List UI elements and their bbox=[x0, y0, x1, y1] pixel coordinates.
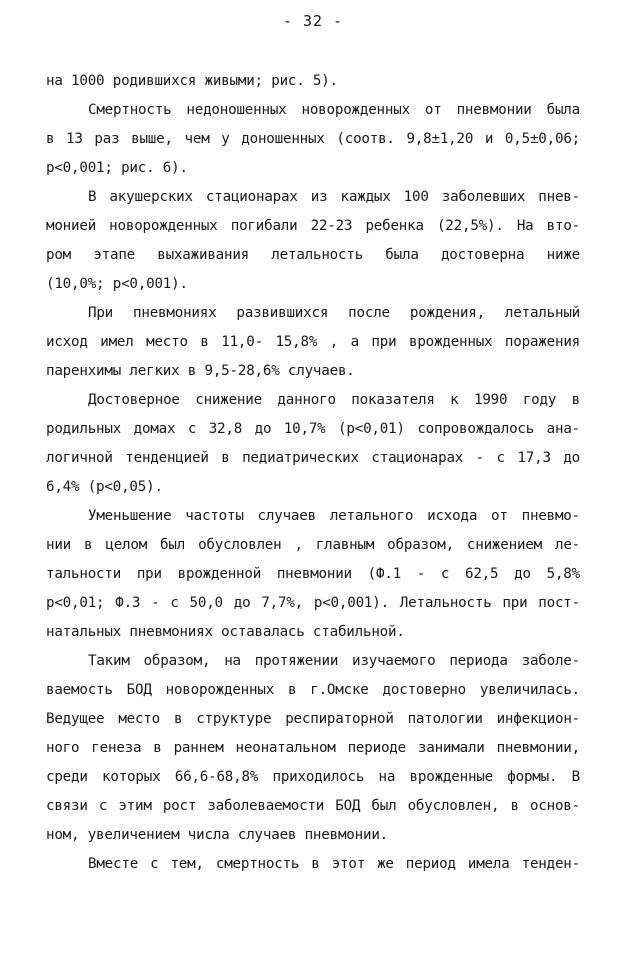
text-line: (10,0%; р<0,001). bbox=[46, 276, 188, 292]
text-line: исход имел место в 11,0- 15,8% , а при врожденных поражения bbox=[46, 334, 580, 350]
text-line: тальности при врожденной пневмонии (Ф.1 - с 62,5 до 5,8% bbox=[46, 566, 580, 582]
text-line: ного генеза в раннем неонатальном периоде занимали пневмонии, bbox=[46, 740, 580, 756]
text-line: При пневмониях развившихся после рождения, летальный bbox=[88, 305, 580, 321]
text-line: В акушерских стационарах из каждых 100 заболевших пнев- bbox=[88, 189, 580, 205]
text-line: натальных пневмониях оставалась стабильной. bbox=[46, 624, 405, 640]
text-line: р<0,01; Ф.3 - с 50,0 до 7,7%, р<0,001). Летальность при пост- bbox=[46, 595, 580, 611]
text-line: родильных домах с 32,8 до 10,7% (р<0,01) сопровождалось ана- bbox=[46, 421, 580, 437]
text-line: паренхимы легких в 9,5-28,6% случаев. bbox=[46, 363, 355, 379]
text-line: на 1000 родившихся живыми; рис. 5). bbox=[46, 73, 338, 89]
page-number: - 32 - bbox=[282, 12, 344, 30]
text-line: Смертность недоношенных новорожденных от пневмонии была bbox=[88, 102, 580, 118]
text-line: ром этапе выхаживания летальность была достоверна ниже bbox=[46, 247, 580, 263]
text-line: среди которых 66,6-68,8% приходилось на врожденные формы. В bbox=[46, 769, 580, 785]
text-line: 6,4% (р<0,05). bbox=[46, 479, 163, 495]
text-line: монией новорожденных погибали 22-23 ребенка (22,5%). На вто- bbox=[46, 218, 580, 234]
text-line: нии в целом был обусловлен , главным образом, снижением ле- bbox=[46, 537, 580, 553]
text-line: в 13 раз выше, чем у доношенных (соотв. 9,8±1,20 и 0,5±0,06; bbox=[46, 131, 580, 147]
text-line: ном, увеличением числа случаев пневмонии. bbox=[46, 827, 389, 843]
text-line: ваемость БОД новорожденных в г.Омске достоверно увеличилась. bbox=[46, 682, 580, 698]
text-line: Таким образом, на протяжении изучаемого периода заболе- bbox=[88, 653, 580, 669]
text-line: Вместе с тем, смертность в этот же период имела тенден- bbox=[88, 856, 580, 872]
text-line: Ведущее место в структуре респираторной патологии инфекцион- bbox=[46, 711, 580, 727]
text-line: связи с этим рост заболеваемости БОД был обусловлен, в основ- bbox=[46, 798, 580, 814]
text-line: р<0,001; рис. 6). bbox=[46, 160, 188, 176]
text-line: Достоверное снижение данного показателя к 1990 году в bbox=[88, 392, 580, 408]
text-line: Уменьшение частоты случаев летального исхода от пневмо- bbox=[88, 508, 580, 524]
text-line: логичной тенденцией в педиатрических стационарах - с 17,3 до bbox=[46, 450, 580, 466]
